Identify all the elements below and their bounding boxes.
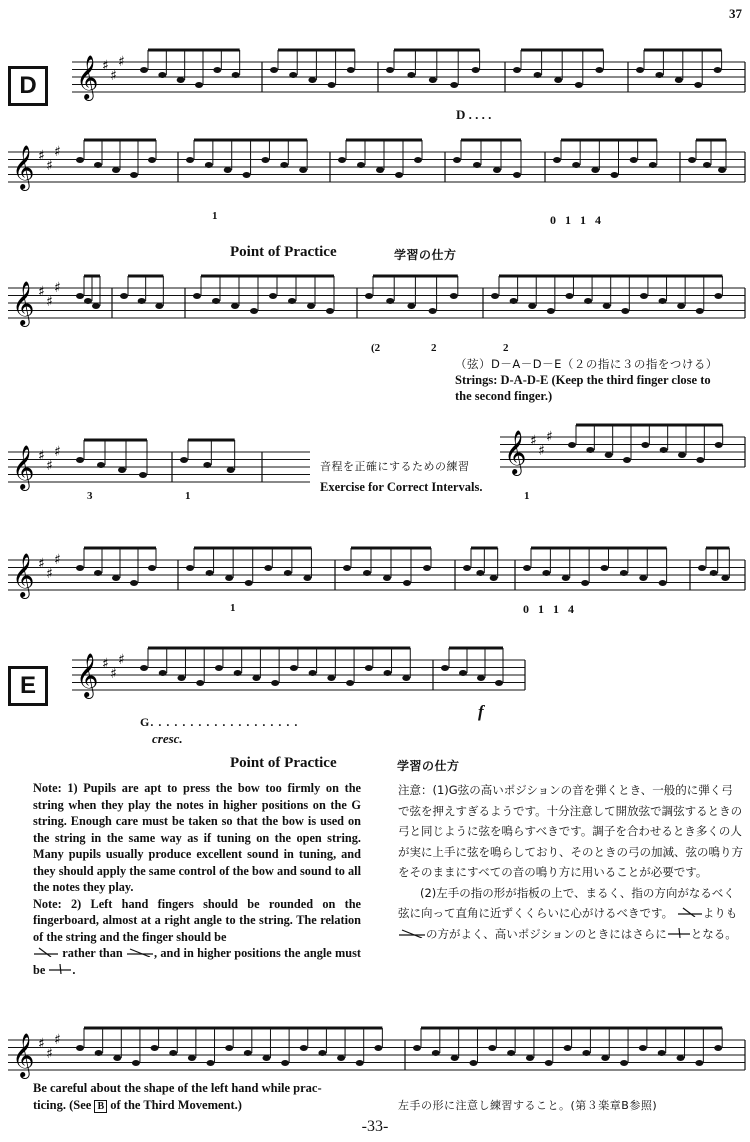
strings-instruction-en-2: the second finger.) (455, 389, 553, 403)
finger-one-staff5: 1 (230, 602, 236, 614)
note-jp-4: となる。 (690, 926, 737, 941)
staff-5 (8, 548, 745, 599)
finger-angle-symbol-3 (48, 962, 72, 972)
under-one-staff4: 1 (185, 490, 191, 502)
svg-text:♯: ♯ (46, 1046, 53, 1062)
page-number: 37 (729, 6, 742, 21)
point-of-practice-heading-2: Point of Practice (230, 755, 337, 771)
svg-text:♯: ♯ (110, 666, 117, 682)
svg-text:𝄞: 𝄞 (76, 55, 99, 99)
string-marking-d: D . . . . (456, 107, 492, 122)
staff-6 (72, 648, 525, 699)
paren-two: (2 (371, 342, 381, 354)
note-jp-3: の方がよく、高いポジションのときにはさらに (426, 926, 667, 941)
note-en-rather: rather than (62, 946, 123, 960)
caption-en-3: of the Third Movement.) (110, 1098, 242, 1112)
svg-text:♯: ♯ (54, 1032, 61, 1048)
caption-en-1: Be careful about the shape of the left hand while prac- (33, 1081, 322, 1095)
under-one-exercise: 1 (524, 490, 530, 502)
note-jp-1: 注意：(1)G弦の高いポジションの音を弾くとき、一般的に弾く弓で弦を押えすぎるようです。十分注意して開放弦で調弦するときの弓と同じように弦を鳴らすべきです。調子を合わせるとき多くの人が実に上手に弦を鳴らしており、そのときの弓の加減、弦の鳴り方をそのままにすべての音の鳴り方に用いることが必要です。 (398, 783, 743, 879)
finger-angle-symbol (33, 945, 59, 955)
note-en-1: Note: 1) Pupils are apt to press the bow too firmly on the string when they play the notes in higher positions on the G string. Enough care must be taken so that the bow is used on the string in the same way as if tuning on the open string. Many pupils usually produce excellent sound in tuning, and they should apply the same control of the bow and sound to all the notes they play. (33, 781, 361, 894)
svg-text:♯: ♯ (110, 68, 117, 84)
svg-text:♯: ♯ (54, 552, 61, 568)
under-two-b: 2 (503, 342, 509, 354)
caption-en-2: ticing. (See (33, 1098, 92, 1112)
caption-en-line2 (33, 1097, 242, 1113)
note-en-end: . (72, 962, 76, 977)
svg-text:♯: ♯ (54, 144, 61, 160)
note-en-higher: , and in higher positions the angle must be (33, 946, 362, 977)
finger-angle-symbol-jp-2 (398, 924, 426, 934)
finger-angle-symbol-jp-1 (677, 903, 703, 913)
staff-3 (8, 276, 745, 327)
dynamic-f: f (478, 702, 484, 721)
finger-angle-symbol-2 (126, 945, 154, 955)
finger-one-staff2: 1 (212, 210, 218, 222)
point-of-practice-jp-2: 学習の仕方 (397, 759, 460, 773)
svg-text:♯: ♯ (530, 433, 537, 449)
strings-instruction-jp: （弦）D－A－D－E（２の指に３の指をつける） (455, 357, 718, 371)
svg-text:♯: ♯ (46, 458, 53, 474)
svg-text:♯: ♯ (118, 652, 125, 668)
svg-text:♯: ♯ (38, 448, 45, 464)
svg-text:𝄞: 𝄞 (12, 1033, 35, 1077)
note-jp-block (398, 780, 743, 944)
svg-text:♯: ♯ (54, 280, 61, 296)
svg-text:𝄞: 𝄞 (12, 445, 35, 489)
note-en-block (33, 780, 361, 978)
fingers-under-staff5: 0 1 1 4 (523, 602, 577, 616)
svg-text:♯: ♯ (102, 58, 109, 74)
svg-text:𝄞: 𝄞 (12, 553, 35, 597)
svg-text:♯: ♯ (538, 443, 545, 459)
staff-1 (72, 50, 745, 101)
svg-text:𝄞: 𝄞 (504, 430, 527, 474)
fingers-under-staff2: 0 1 1 4 (550, 213, 604, 227)
svg-text:♯: ♯ (546, 429, 553, 445)
svg-text:♯: ♯ (38, 1036, 45, 1052)
svg-text:𝄞: 𝄞 (12, 281, 35, 325)
staff-4b (500, 425, 745, 476)
svg-text:♯: ♯ (46, 158, 53, 174)
staff-4a (8, 440, 310, 491)
svg-text:♯: ♯ (46, 566, 53, 582)
caption-box-b: B (94, 1100, 107, 1113)
under-three-staff4: 3 (87, 490, 93, 502)
svg-text:♯: ♯ (46, 294, 53, 310)
point-of-practice-heading: Point of Practice (230, 244, 337, 260)
svg-text:𝄞: 𝄞 (76, 653, 99, 697)
svg-text:♯: ♯ (38, 148, 45, 164)
cresc-marking: cresc. (152, 731, 183, 746)
finger-angle-symbol-jp-3 (667, 924, 691, 934)
caption-jp: 左手の形に注意し練習すること。(第３楽章B参照) (398, 1099, 658, 1112)
exercise-jp: 音程を正確にするための練習 (320, 460, 470, 473)
string-marking-g: G. . . . . . . . . . . . . . . . . . . (140, 715, 299, 729)
svg-text:♯: ♯ (118, 54, 125, 70)
staff-7 (8, 1028, 745, 1079)
note-en-2: Note: 2) Left hand fingers should be rounded on the fingerboard, almost at a right angle to the string. The relation of the string and the finger should be (33, 896, 361, 944)
exercise-en: Exercise for Correct Intervals. (320, 480, 483, 494)
under-two-a: 2 (431, 342, 437, 354)
svg-text:♯: ♯ (54, 444, 61, 460)
note-jp-2: (2)左手の指の形が指板の上で、まるく、指の方向がなるべく弦に向って直角に近ずくくらいに心がけるべきです。 (398, 885, 735, 920)
svg-text:♯: ♯ (38, 284, 45, 300)
note-jp-yorimo: よりも (702, 906, 738, 920)
strings-instruction-en-1: Strings: D-A-D-E (Keep the third finger close to (455, 373, 711, 387)
staff-2 (8, 140, 745, 191)
svg-text:𝄞: 𝄞 (12, 145, 35, 189)
svg-text:♯: ♯ (38, 556, 45, 572)
section-label-e: E (8, 666, 48, 706)
svg-text:♯: ♯ (102, 656, 109, 672)
section-label-d: D (8, 66, 48, 106)
point-of-practice-jp: 学習の仕方 (394, 248, 457, 262)
footer-page-number: -33- (361, 1118, 389, 1135)
